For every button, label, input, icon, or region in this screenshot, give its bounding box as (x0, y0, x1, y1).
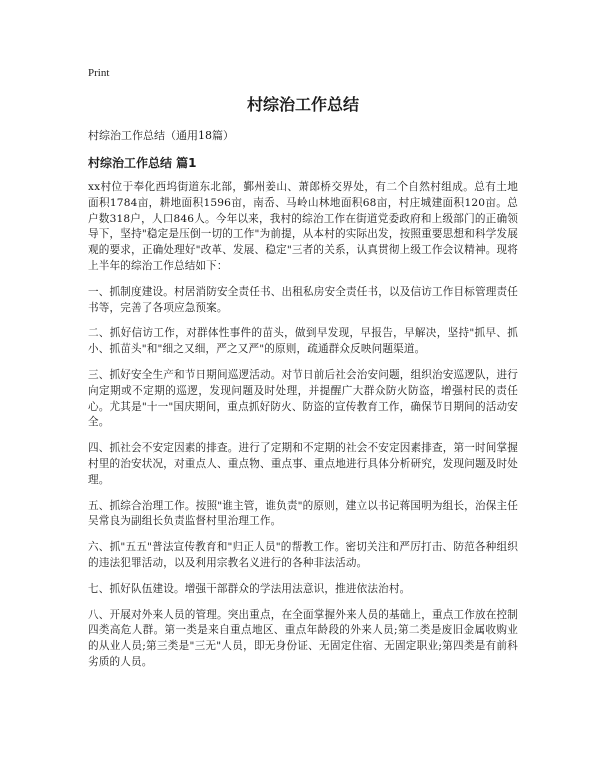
section-heading: 村综治工作总结 篇1 (88, 156, 197, 170)
paragraph-item-5: 五、抓综合治理工作。按照"谁主管，谁负责"的原则，建立以书记蒋国明为组长，治保主任吴常良为副组长负责监督村里治理工作。 (88, 499, 518, 528)
paragraph-item-6: 六、抓"五五"普法宣传教育和"归正人员"的帮教工作。密切关注和严厉打击、防范各种组织的违法犯罪活动，以及利用宗教名义进行的各种非法活动。 (88, 541, 518, 569)
paragraph-item-7: 七、抓好队伍建设。增强干部群众的学法用法意识，推进依法治村。 (88, 582, 411, 595)
document-subtitle: 村综治工作总结（通用18篇） (88, 129, 234, 142)
paragraph-item-2: 二、抓好信访工作，对群体性事件的苗头，做到早发现，早报告，早解决，坚持"抓早、抓小、抓苗头"和"细之又细，严之又严"的原则，疏通群众反映问题渠道。 (88, 327, 518, 356)
document-page (88, 66, 518, 681)
paragraph-intro: xx村位于奉化西坞街道东北部，鄞州姜山、萧郎桥交界处，有二个自然村组成。总有土地面积1784亩，耕地面积1596亩，南岙、马岭山林地面积68亩，村庄城建面积120亩。总户数318户，人口846人。今年以来，我村的综治工作在街道党委政府和上级部门的正确领导下，坚持"稳定是压倒一切的工作"为前提，从本村的实际出发，按照重要思想和科学发展观的要求，正确处理好"改革、发展、稳定"三者的关系，认真贯彻上级工作会议精神。现将上半年的综治工作总结如下： (88, 181, 518, 272)
print-link[interactable]: Print (88, 67, 110, 79)
paragraph-item-4: 四、抓社会不安定因素的排查。进行了定期和不定期的社会不安定因素排查，第一时间掌握村里的治安状况，对重点人、重点物、重点事、重点地进行具体分析研究，发现问题及时处理。 (88, 442, 518, 486)
paragraph-item-8: 八、开展对外来人员的管理。突出重点，在全面掌握外来人员的基础上，重点工作放在控制四类高危人群。第一类是来自重点地区、重点年龄段的外来人员;第二类是废旧金属收购业的从业人员;第三类是"三无"人员，即无身份证、无固定住宿、无固定职业;第四类是有前科劣质的人员。 (88, 608, 518, 668)
paragraph-item-1: 一、抓制度建设。村居消防安全责任书、出租私房安全责任书，以及信访工作目标管理责任书等，完善了各项应急预案。 (88, 285, 518, 314)
paragraph-item-3: 三、抓好安全生产和节日期间巡逻活动。对节日前后社会治安问题，组织治安巡逻队，进行向定期或不定期的巡逻，发现问题及时处理，并提醒广大群众防火防盗，增强村民的责任心。尤其是"十一"国庆期间，重点抓好防火、防盗的宣传教育工作，确保节日期间的活动安全。 (88, 368, 518, 429)
document-title: 村综治工作总结 (246, 95, 359, 114)
